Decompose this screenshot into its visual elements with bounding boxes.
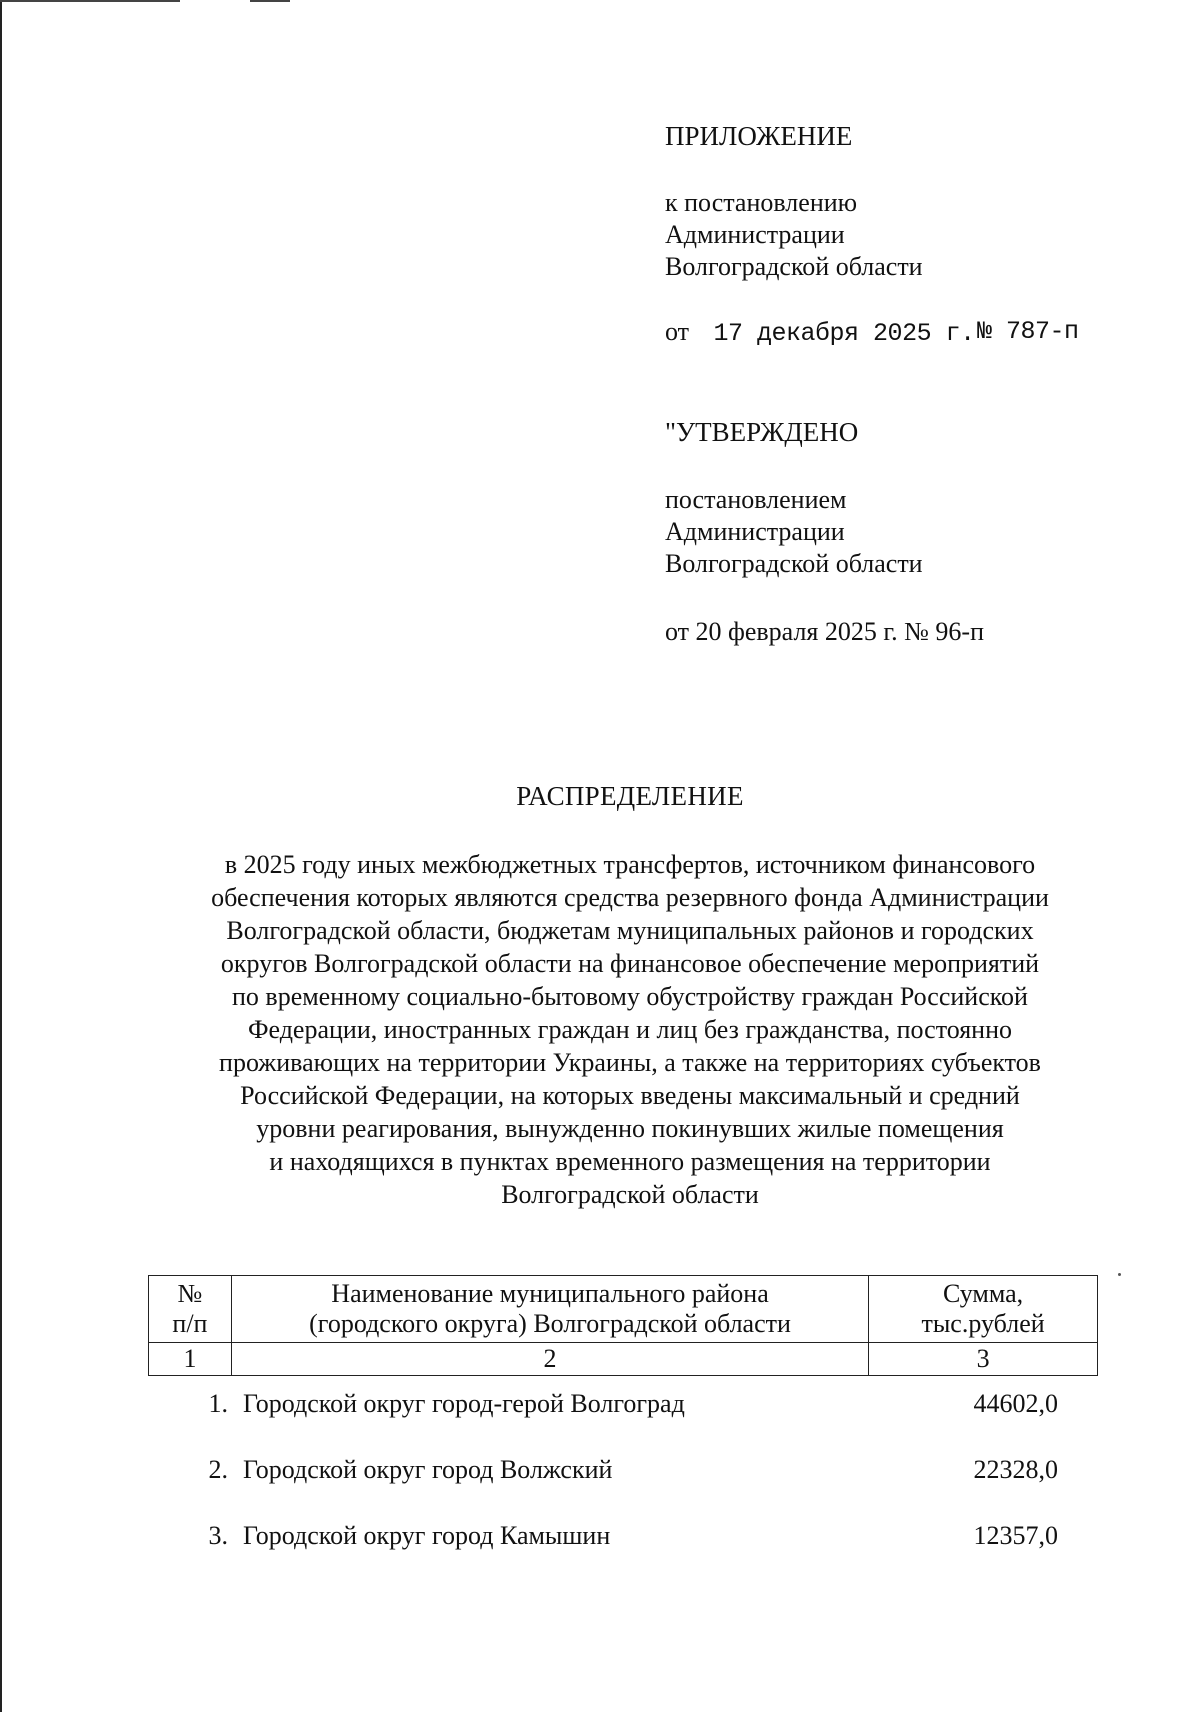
approved-date-line (665, 616, 984, 648)
scan-left-edge (0, 0, 2, 1712)
appendix-reference (665, 187, 923, 283)
scan-speck (1118, 1273, 1121, 1276)
row-amount: 12357,0 (973, 1521, 1058, 1550)
row-name: Городской округ город-герой Волгоград (243, 1389, 685, 1418)
distribution-table-header (148, 1275, 1098, 1376)
appendix-line-3: Волгоградской области (665, 252, 923, 281)
column-number: 3 (869, 1343, 1098, 1376)
row-number: 1. (208, 1389, 228, 1418)
scan-top-mark (250, 0, 290, 2)
row-number: 2. (208, 1455, 228, 1484)
table-row (148, 1455, 1098, 1491)
appendix-number: № 787-п (977, 317, 1079, 346)
description-line: Волгоградской области (501, 1180, 759, 1209)
row-number: 3. (208, 1521, 228, 1550)
document-title: РАСПРЕДЕЛЕНИЕ (516, 781, 744, 811)
approved-heading: "УТВЕРЖДЕНО (665, 417, 859, 447)
header-number-line-1: № (177, 1279, 203, 1308)
approved-line-3: Волгоградской области (665, 549, 923, 578)
appendix-date: 17 декабря 2025 г. (713, 319, 975, 348)
description-line: Федерации, иностранных граждан и лиц без гражданства, постоянно (247, 1015, 1013, 1044)
approved-date: от 20 февраля 2025 г. № 96-п (665, 617, 984, 646)
column-number-row (149, 1343, 1098, 1376)
column-number: 2 (231, 1343, 868, 1376)
description-line: Волгоградской области, бюджетам муниципальных районов и городских (226, 916, 1034, 945)
table-row (148, 1521, 1098, 1557)
header-name-line-2: (городского округа) Волгоградской области (309, 1309, 791, 1338)
date-prefix: от (665, 317, 690, 346)
appendix-line-1: к постановлению (665, 188, 858, 217)
table-row (148, 1389, 1098, 1425)
description-line: уровни реагирования, вынужденно покинувших жилые помещения (256, 1114, 1004, 1143)
row-name: Городской округ город Волжский (243, 1455, 613, 1484)
row-amount: 44602,0 (973, 1389, 1058, 1418)
description-line: и находящихся в пунктах временного размещения на территории (269, 1147, 991, 1176)
header-name (231, 1276, 868, 1343)
description-line: по временному социально-бытовому обустройству граждан Российской (232, 982, 1028, 1011)
appendix-line-2: Администрации (665, 220, 845, 249)
description-line: Российской Федерации, на которых введены максимальный и средний (240, 1081, 1020, 1110)
description-line: в 2025 году иных межбюджетных трансфертов, источником финансового (224, 850, 1036, 879)
appendix-heading: ПРИЛОЖЕНИЕ (665, 121, 853, 151)
appendix-block (665, 120, 852, 152)
header-name-line-1: Наименование муниципального района (331, 1279, 769, 1308)
approved-block (665, 416, 858, 448)
header-sum-line-2: тыс.рублей (921, 1309, 1045, 1338)
description-line: обеспечения которых являются средства резервного фонда Администрации (211, 883, 1049, 912)
header-sum-line-1: Сумма, (943, 1279, 1024, 1308)
column-number: 1 (149, 1343, 232, 1376)
document-description (150, 848, 1110, 1211)
description-line: округов Волгоградской области на финансовое обеспечение мероприятий (220, 949, 1040, 978)
approved-reference (665, 484, 923, 580)
appendix-date-line (665, 316, 1105, 350)
description-line: проживающих на территории Украины, а также на территориях субъектов (219, 1048, 1041, 1077)
row-amount: 22328,0 (973, 1455, 1058, 1484)
scan-top-mark (0, 0, 180, 2)
row-name: Городской округ город Камышин (243, 1521, 611, 1550)
approved-line-2: Администрации (665, 517, 845, 546)
header-number (149, 1276, 232, 1343)
header-number-line-2: п/п (172, 1309, 208, 1338)
header-sum (869, 1276, 1098, 1343)
approved-line-1: постановлением (665, 485, 847, 514)
